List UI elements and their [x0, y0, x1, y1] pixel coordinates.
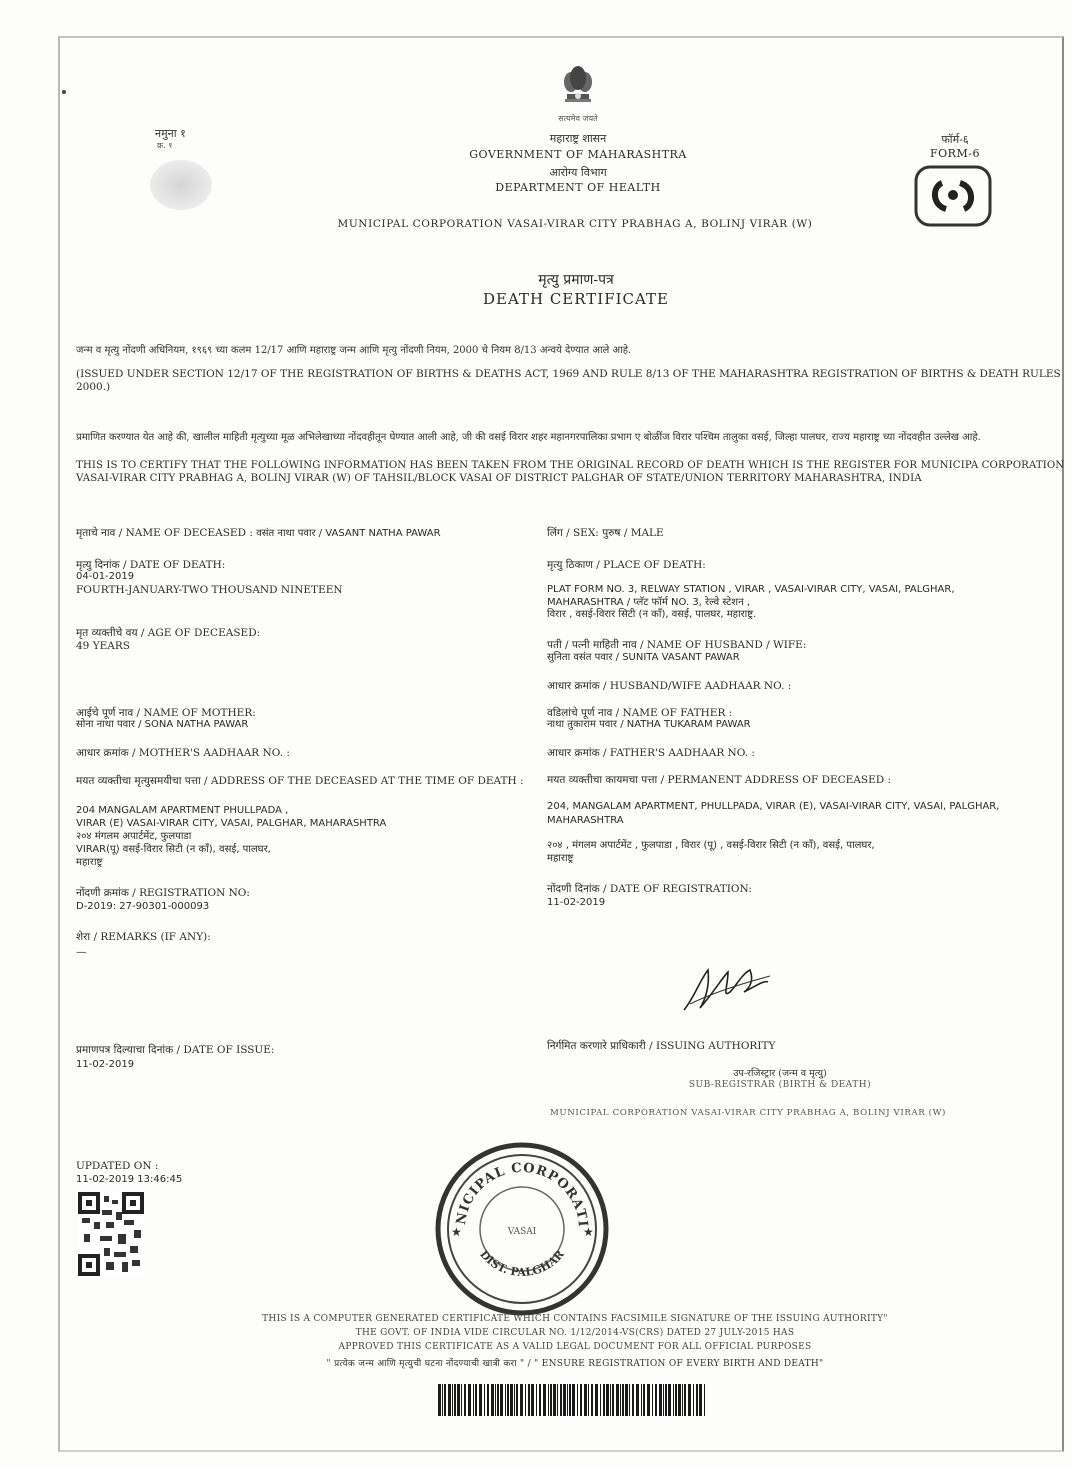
barcode-bar [636, 1384, 639, 1416]
gov-title: GOVERNMENT OF MAHARASHTRA [469, 148, 687, 161]
barcode-bar [520, 1384, 523, 1416]
barcode-bar [622, 1384, 624, 1416]
barcode-bar [584, 1384, 587, 1416]
barcode-bar [516, 1384, 518, 1416]
place-of-death-value-3: विरार , वसई-विरार सिटी (न काँ), वसई, पालघर, महाराष्ट्र. [547, 609, 757, 620]
seal-center-text: VASAI [507, 1227, 537, 1237]
barcode-bar [688, 1384, 691, 1416]
svg-text:MUNICIPAL CORPORATION [433, 1140, 590, 1228]
barcode-bar [600, 1384, 601, 1416]
form-number-sub: क्र. १ [157, 141, 173, 150]
svg-text:DIST. PALGHAR [477, 1247, 567, 1279]
barcode-bar [620, 1384, 621, 1416]
remarks-value: — [76, 946, 87, 958]
barcode-bar [510, 1384, 513, 1416]
barcode-bar [603, 1384, 605, 1416]
barcode-bar [473, 1384, 474, 1416]
barcode-bar [454, 1384, 456, 1416]
father-name-label: वडिलांचे पूर्ण नाव / NAME OF FATHER : [547, 707, 733, 719]
barcode-bar [560, 1384, 562, 1416]
place-of-death-value-1: PLAT FORM NO. 3, RELWAY STATION , VIRAR , VASAI-VIRAR CITY, VASAI, PALGHAR, [547, 584, 955, 595]
footer-line-2: THE GOVT. OF INDIA VIDE CIRCULAR NO. 1/12/2014-VS(CRS) DATED 27 JULY-2015 HAS [355, 1328, 795, 1338]
barcode-bar [655, 1384, 657, 1416]
barcode-bar [444, 1384, 446, 1416]
dept-title: DEPARTMENT OF HEALTH [495, 181, 661, 194]
deceased-name-label: मृताचे नाव / NAME OF DECEASED : [76, 527, 253, 539]
issued-under-marathi: जन्म व मृत्यु नोंदणी अधिनियम, १९६९ च्या कलम 12/17 आणि महाराष्ट्र जन्म आणि मृत्यु नोंदणी नियम, 2000 चे नियम 8/13 अन्वये देण्यात आले आहे. [76, 345, 632, 356]
barcode-bar [580, 1384, 582, 1416]
spouse-name-value: सुनिता वसंत पवार / SUNITA VASANT PAWAR [547, 652, 740, 663]
faded-stamp-icon [150, 160, 212, 210]
certify-english: THIS IS TO CERTIFY THAT THE FOLLOWING INFORMATION HAS BEEN TAKEN FROM THE ORIGINAL RECORD OF DEATH WHICH IS THE REGISTER FOR MUNICIPA CORPORATION VASAI-VIRAR CITY PRABHAG A, BOLINJ VIRAR (W) OF TAHSIL/BLOCK VASAI OF DISTRICT PALGHAR OF STATE/UNION TERRITORY MAHARASHTRA, INDIA [76, 460, 1065, 484]
authority-english: SUB-REGISTRAR (BIRTH & DEATH) [688, 1080, 872, 1090]
barcode-icon [438, 1384, 708, 1416]
mother-name-value: सोना नाथा पवार / SONA NATHA PAWAR [76, 719, 249, 730]
seal-bottom-text: DIST. PALGHAR [477, 1247, 567, 1279]
barcode-bar [475, 1384, 477, 1416]
barcode-bar [588, 1384, 589, 1416]
updated-on-label: UPDATED ON : [76, 1160, 159, 1172]
date-of-issue-label: प्रमाणपत्र दिल्याचा दिनांक / DATE OF ISSUE: [76, 1044, 275, 1056]
barcode-bar [678, 1384, 681, 1416]
address-value-5: महाराष्ट्र [76, 857, 103, 868]
barcode-bar [693, 1384, 694, 1416]
barcode-bar [507, 1384, 509, 1416]
sex-label: लिंग / SEX: [547, 527, 599, 539]
issuing-authority-label: निर्गमित करणारे प्राधिकारी / ISSUING AUTHORITY [547, 1040, 776, 1052]
barcode-bar [550, 1384, 552, 1416]
remarks-label: शेरा / REMARKS (IF ANY): [76, 931, 211, 943]
barcode-bar [652, 1384, 653, 1416]
barcode-bar [438, 1384, 441, 1416]
mother-aadhaar-label: आधार क्रमांक / MOTHER'S AADHAAR NO. : [76, 747, 290, 759]
permanent-address-value-4: महाराष्ट्र [547, 853, 574, 864]
barcode-bar [606, 1384, 609, 1416]
footer-line-3: APPROVED THIS CERTIFICATE AS A VALID LEGAL DOCUMENT FOR ALL OFFICIAL PURPOSES [338, 1342, 812, 1352]
barcode-bar [673, 1384, 674, 1416]
registration-date-label: नोंदणी दिनांक / DATE OF REGISTRATION: [547, 883, 752, 895]
place-of-death-value-2: MAHARASHTRA / प्लॅट फॉर्म NO. 3, रेल्वे स्टेशन , [547, 597, 751, 608]
issued-under-english: (ISSUED UNDER SECTION 12/17 OF THE REGISTRATION OF BIRTHS & DEATHS ACT, 1969 AND RULE 8/13 OF THE MAHARASHTRA REGISTRATION OF BIRTHS & DEATH RULES 2000.) [76, 368, 1061, 393]
date-of-death-words: FOURTH-JANUARY-TWO THOUSAND NINETEEN [76, 584, 343, 596]
barcode-bar [572, 1384, 575, 1416]
permanent-address-value-3: २०४ , मंगलम अपार्टमेंट , फुलपाडा , विरार (पू) , वसई-विरार सिटी (न काँ), वसई, पालघर, [547, 840, 875, 851]
barcode-bar [495, 1384, 496, 1416]
father-aadhaar-label: आधार क्रमांक / FATHER'S AADHAAR NO. : [547, 747, 755, 759]
address-value-2: VIRAR (E) VASAI-VIRAR CITY, VASAI, PALGHAR, MAHARASHTRA [76, 818, 387, 829]
address-value-3: २०४ मंगलम अपार्टमेंट, फुलपाडा [76, 831, 192, 842]
barcode-bar [500, 1384, 503, 1416]
dept-marathi: आरोग्य विभाग [549, 166, 607, 179]
barcode-bar [595, 1384, 598, 1416]
municipal-seal-icon [433, 1140, 611, 1318]
barcode-bar [563, 1384, 566, 1416]
corporation-title: MUNICIPAL CORPORATION VASAI-VIRAR CITY PRABHAG A, BOLINJ VIRAR (W) [337, 218, 813, 230]
spouse-name-label: पती / पत्नी माहिती नाव / NAME OF HUSBAND / WIFE: [547, 639, 807, 651]
authority-office: MUNICIPAL CORPORATION VASAI-VIRAR CITY PRABHAG A, BOLINJ VIRAR (W) [550, 1108, 946, 1118]
emblem-motto: सत्यमेव जयते [558, 114, 598, 123]
barcode-bar [569, 1384, 571, 1416]
barcode-bar [612, 1384, 614, 1416]
barcode-bar [684, 1384, 686, 1416]
age-value: 49 YEARS [76, 640, 130, 652]
barcode-bar [461, 1384, 462, 1416]
date-of-issue-value: 11-02-2019 [76, 1059, 135, 1070]
barcode-bar [553, 1384, 556, 1416]
registration-no-value: D-2019: 27-90301-000093 [76, 901, 210, 912]
barcode-bar [543, 1384, 546, 1416]
certify-marathi: प्रमाणित करण्यात येत आहे की, खालील माहिती मृत्युच्या मूळ अभिलेखाच्या नोंदवहीतून घेण्यात आली आहे, जी की वसई विरार शहर महानगरपालिका प्रभाग ए बोळींज विरार पश्चिम तालुका वसई, जिल्हा पालघर, राज्य महाराष्ट्र च्या नोंदवहीत उल्लेख आहे. [76, 432, 981, 443]
form-number-marathi: नमुना १ [155, 127, 186, 140]
barcode-bar [457, 1384, 460, 1416]
barcode-bar [468, 1384, 471, 1416]
barcode-bar [539, 1384, 541, 1416]
barcode-bar [505, 1384, 506, 1416]
place-of-death-label: मृत्यु ठिकाण / PLACE OF DEATH: [547, 559, 706, 571]
permanent-address-label: मयत व्यक्तीचा कायमचा पत्ता / PERMANENT ADDRESS OF DECEASED : [547, 774, 892, 786]
barcode-bar [625, 1384, 628, 1416]
barcode-bar [548, 1384, 549, 1416]
sex [547, 526, 664, 540]
barcode-bar [491, 1384, 494, 1416]
registration-no-label: नोंदणी क्रमांक / REGISTRATION NO: [76, 887, 250, 899]
address-value-1: 204 MANGALAM APARTMENT PHULLPADA , [76, 805, 289, 816]
age-label: मृत व्यक्तीचे वय / AGE OF DECEASED: [76, 627, 261, 639]
barcode-bar [497, 1384, 499, 1416]
title-marathi: मृत्यु प्रमाण-पत्र [538, 272, 614, 288]
date-of-death-label: मृत्यु दिनांक / DATE OF DEATH: [76, 559, 226, 571]
national-emblem-icon [553, 58, 603, 112]
footer-line-1: THIS IS A COMPUTER GENERATED CERTIFICATE WHICH CONTAINS FACSIMILE SIGNATURE OF THE ISSUING AUTHORITY" [262, 1314, 888, 1324]
address-label: मयत व्यक्तीचा मृत्युसमयीचा पत्ता / ADDRESS OF THE DECEASED AT THE TIME OF DEATH : [76, 775, 524, 787]
barcode-bar [641, 1384, 642, 1416]
barcode-bar [452, 1384, 453, 1416]
barcode-bar [643, 1384, 645, 1416]
deceased-name [76, 526, 536, 541]
signature-icon [670, 958, 780, 1018]
barcode-bar [610, 1384, 611, 1416]
svg-text:★: ★ [583, 1225, 594, 1239]
barcode-bar [696, 1384, 698, 1416]
deceased-name-value: वसंत नाथा पवार / VASANT NATHA PAWAR [256, 528, 441, 539]
barcode-bar [665, 1384, 667, 1416]
health-logo-icon [912, 165, 994, 227]
barcode-bar [632, 1384, 634, 1416]
date-of-death-value: 04-01-2019 [76, 571, 135, 582]
barcode-bar [557, 1384, 558, 1416]
permanent-address-value-1: 204, MANGALAM APARTMENT, PHULLPADA, VIRAR (E), VASAI-VIRAR CITY, VASAI, PALGHAR, [547, 801, 1000, 812]
form-code-marathi: फॉर्म-६ [941, 133, 969, 146]
barcode-bar [464, 1384, 466, 1416]
barcode-bar [629, 1384, 630, 1416]
barcode-bar [479, 1384, 482, 1416]
barcode-bar [668, 1384, 671, 1416]
barcode-bar [528, 1384, 530, 1416]
barcode-bar [487, 1384, 489, 1416]
barcode-bar [659, 1384, 662, 1416]
updated-on-value: 11-02-2019 13:46:45 [76, 1174, 183, 1185]
barcode-bar [591, 1384, 593, 1416]
barcode-bar [514, 1384, 515, 1416]
permanent-address-value-2: MAHARASHTRA [547, 815, 624, 826]
barcode-bar [616, 1384, 619, 1416]
barcode-bar [442, 1384, 443, 1416]
qr-code-icon[interactable] [78, 1192, 144, 1276]
barcode-bar [567, 1384, 568, 1416]
barcode-bar [484, 1384, 485, 1416]
barcode-bar [663, 1384, 664, 1416]
title-english: DEATH CERTIFICATE [482, 290, 669, 308]
spouse-aadhaar-label: आधार क्रमांक / HUSBAND/WIFE AADHAAR NO. : [547, 680, 792, 692]
form-code: FORM-6 [930, 147, 980, 160]
barcode-bar [647, 1384, 650, 1416]
address-value-4: VIRAR(पू) वसई-विरार सिटी (न काँ), वसई, पालघर, [76, 844, 271, 855]
sex-value: पुरुष / MALE [602, 527, 664, 539]
barcode-bar [531, 1384, 534, 1416]
seal-top-text: NICIPAL CORPORATI [453, 1160, 591, 1229]
father-name-value: नाथा तुकाराम पवार / NATHA TUKARAM PAWAR [547, 719, 751, 730]
barcode-bar [699, 1384, 702, 1416]
authority-marathi: उप-रजिस्ट्रार (जन्म व मृत्यु) [733, 1068, 827, 1079]
mother-name-label: आईचे पूर्ण नाव / NAME OF MOTHER: [76, 707, 256, 719]
registration-date-value: 11-02-2019 [547, 897, 606, 908]
svg-text:★: ★ [451, 1225, 462, 1239]
gov-marathi: महाराष्ट्र शासन [549, 132, 607, 145]
scan-speck [62, 90, 66, 94]
barcode-bar [682, 1384, 683, 1416]
footer-line-4: " प्रत्येक जन्म आणि मृत्युची घटना नोंदण्याची खात्री करा " / " ENSURE REGISTRATION OF EVERY BIRTH AND DEATH" [326, 1359, 824, 1369]
barcode-bar [675, 1384, 677, 1416]
barcode-bar [525, 1384, 526, 1416]
barcode-bar [536, 1384, 537, 1416]
barcode-bar [577, 1384, 578, 1416]
barcode-bar [448, 1384, 451, 1416]
barcode-bar [704, 1384, 705, 1416]
